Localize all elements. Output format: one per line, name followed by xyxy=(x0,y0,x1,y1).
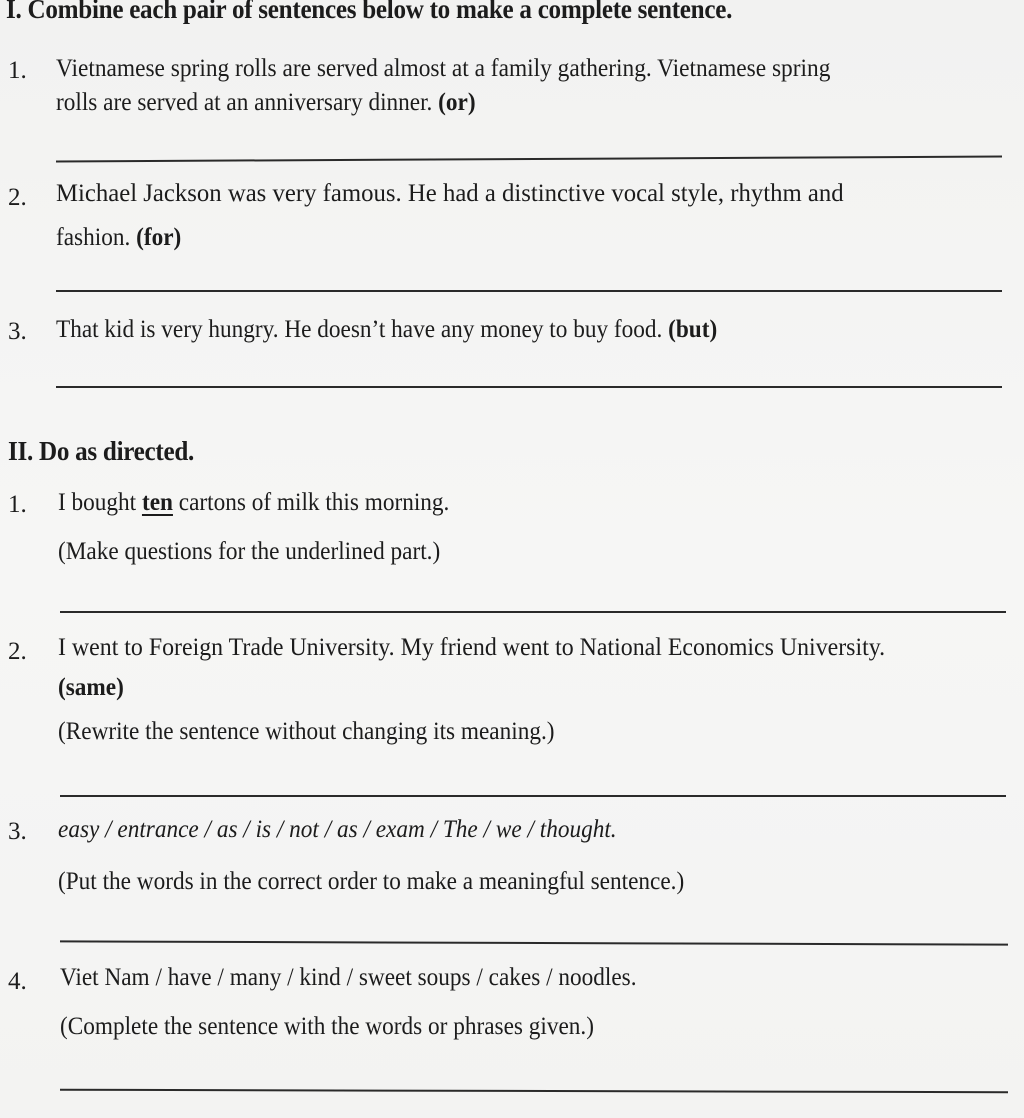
s1-item-2-answer-line[interactable] xyxy=(56,290,1002,292)
s2-item-3-number: 3. xyxy=(8,818,27,845)
s2-item-3-instruction: (Put the words in the correct order to make a meaningful sentence.) xyxy=(58,868,685,895)
s2-item-4-answer-line[interactable] xyxy=(60,1089,1008,1093)
s1-item-1-answer-line[interactable] xyxy=(56,156,1002,163)
s2-item-4-instruction: (Complete the sentence with the words or phrases given.) xyxy=(60,1013,594,1040)
s1-item-2-text: fashion. xyxy=(56,224,131,251)
s1-item-2-line1: Michael Jackson was very famous. He had a distinctive vocal style, rhythm and xyxy=(56,180,844,207)
s2-item-2-line1: I went to Foreign Trade University. My friend went to National Economics University. xyxy=(58,634,886,661)
s1-item-2-number: 2. xyxy=(8,184,27,211)
s2-item-1-underlined: ten xyxy=(141,489,173,516)
s1-item-3-hint: (but) xyxy=(668,316,718,343)
s2-item-3-words: easy / entrance / as / is / not / as / exam / The / we / thought. xyxy=(58,816,617,843)
s2-item-4-number: 4. xyxy=(8,968,27,995)
s1-item-3-text: That kid is very hungry. He doesn’t have any money to buy food. xyxy=(56,316,663,343)
s2-item-1-instruction: (Make questions for the underlined part.) xyxy=(58,538,441,565)
s1-item-3-number: 3. xyxy=(8,318,27,345)
s2-item-4-words: Viet Nam / have / many / kind / sweet soups / cakes / noodles. xyxy=(60,964,637,991)
s2-item-1-before: I bought xyxy=(58,489,142,516)
s2-item-2-answer-line[interactable] xyxy=(60,795,1006,797)
section-2-title: II. Do as directed. xyxy=(8,436,195,466)
s1-item-1-text: rolls are served at an anniversary dinner. xyxy=(56,89,433,116)
s1-item-3-line1 xyxy=(56,316,717,344)
s1-item-1-hint: (or) xyxy=(438,89,476,116)
s2-item-2-instruction: (Rewrite the sentence without changing its meaning.) xyxy=(58,718,555,745)
s2-item-1-after: cartons of milk this morning. xyxy=(172,489,450,516)
s1-item-1-line1: Vietnamese spring rolls are served almost at a family gathering. Vietnamese spring xyxy=(56,55,831,82)
s2-item-1-number: 1. xyxy=(8,491,27,518)
s2-item-1-answer-line[interactable] xyxy=(60,611,1006,613)
s1-item-3-answer-line[interactable] xyxy=(56,386,1002,388)
s2-item-2-hint: (same) xyxy=(58,674,124,701)
s1-item-2-line2 xyxy=(56,224,181,252)
s2-item-2-number: 2. xyxy=(8,638,27,665)
s1-item-2-hint: (for) xyxy=(136,224,182,251)
s1-item-1-line2 xyxy=(56,89,476,117)
s2-item-3-answer-line[interactable] xyxy=(60,940,1008,945)
s2-item-1-sentence xyxy=(58,489,449,517)
s1-item-1-number: 1. xyxy=(8,57,27,84)
section-1-title: I. Combine each pair of sentences below to make a complete sentence. xyxy=(6,0,733,24)
